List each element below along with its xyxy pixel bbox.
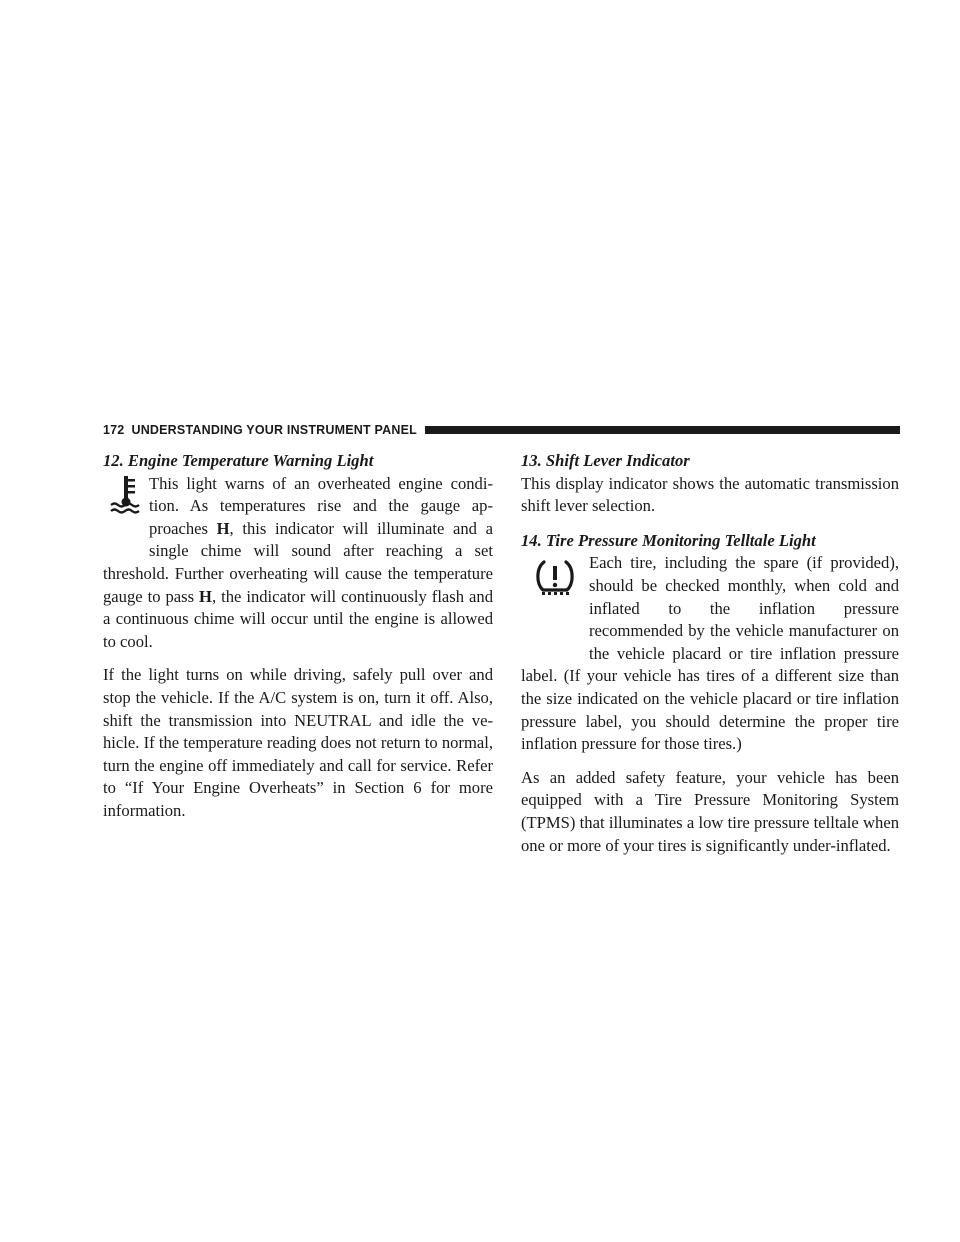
section-title: UNDERSTANDING YOUR INSTRUMENT PANEL: [131, 423, 417, 437]
page-number: 172: [103, 423, 125, 437]
item-12-paragraph-1: This light warns of an overheated engine condi- tion. As temperatures rise and the gauge ap- proaches H, this indicator will illuminate and a single chime will sound after reaching a set threshold. Further overheating will cause the temperature gauge to pass H, the indicator will continuously flash and a continuous chime will occur until the engine is allowed to cool.: [103, 473, 493, 651]
item-13-paragraph-1: This display indicator shows the automatic transmission shift lever selection.: [521, 473, 899, 516]
item-14-tire-pressure: [521, 530, 899, 857]
left-column: [103, 450, 493, 823]
header-rule: [425, 426, 900, 434]
engine-temperature-warning-icon: [103, 473, 149, 541]
item-14-paragraph-2: As an added safety feature, your vehicle has been equipped with a Tire Pressure Monitoring System (TPMS) that illuminates a low tire pressure telltale when one or more of your tires is significantly under-inflated.: [521, 767, 899, 855]
tire-pressure-warning-icon: [521, 552, 589, 646]
hot-mark: H: [199, 586, 212, 606]
hot-mark: H: [216, 518, 230, 538]
item-12-heading: 12. Engine Temperature Warning Light: [103, 451, 374, 470]
item-14-paragraph-1: Each tire, including the spare (if provided), should be checked monthly, when cold and inflated to the inflation pressure recommended by the vehicle manufacturer on the vehicle placard or tire inflation pressure label. (If your vehicle has tires of a different size than the size indicated on the vehicle placard or tire inflation pressure label, you should determine the proper tire inflation pressure for those tires.): [521, 553, 899, 754]
item-12-paragraph-2: If the light turns on while driving, safely pull over and stop the vehicle. If the A/C system is on, turn it off. Also, shift the transmission into NEUTRAL and idle the ve- hicle. If the temperature reading does not return to normal, turn the engine off immediately and call for service. Refer to “If Your Engine Overheats” in Section 6 for more information.: [103, 665, 493, 820]
right-column: [521, 450, 899, 857]
item-13-heading: 13. Shift Lever Indicator: [521, 451, 690, 470]
item-14-heading: 14. Tire Pressure Monitoring Telltale Light: [521, 530, 816, 550]
running-header: [103, 420, 900, 440]
item-12-engine-temperature: [103, 450, 493, 823]
item-13-shift-lever: [521, 450, 899, 518]
